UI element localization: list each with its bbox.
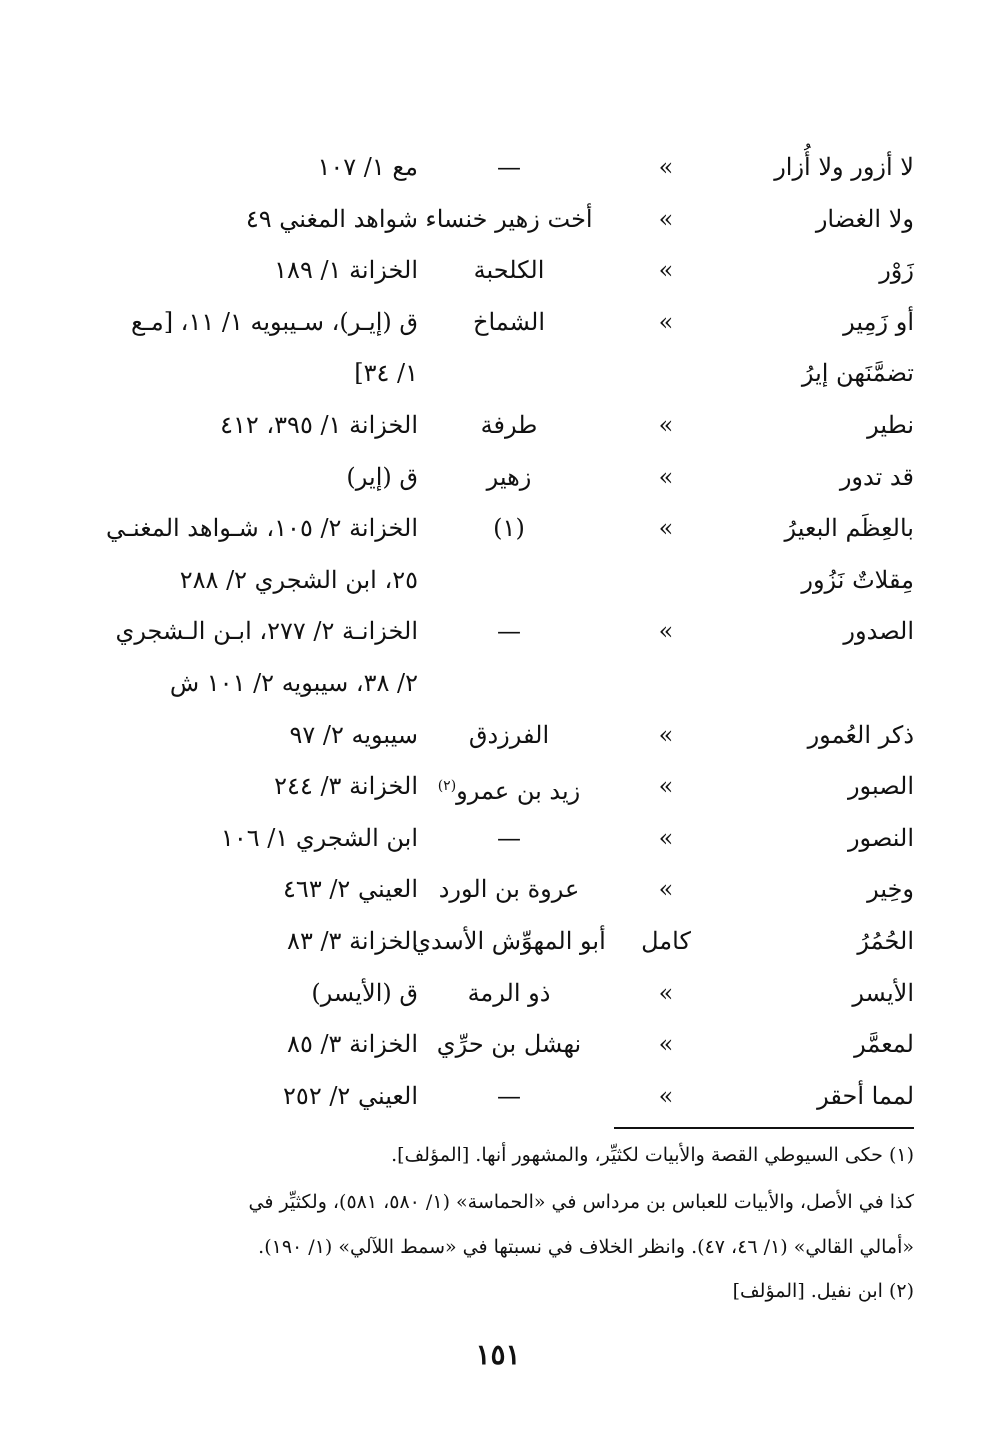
poet-name (384, 616, 634, 646)
source-reference (88, 771, 418, 801)
poet-name-text: الشماخ (472, 308, 546, 336)
meter-text: » (658, 617, 674, 645)
source-reference (88, 255, 418, 285)
poet-name (384, 874, 634, 904)
poet-name-text: — (497, 1082, 521, 1110)
table-row (0, 1075, 996, 1119)
rhyme-word-text: تضمَّنَهن إيرُ (801, 359, 914, 387)
meter (636, 152, 696, 182)
meter-text: » (658, 153, 674, 181)
source-reference-text: سيبويه ٢/ ٩٧ (289, 721, 418, 749)
meter (636, 823, 696, 853)
meter-text: » (658, 205, 674, 233)
table-row (0, 352, 996, 396)
source-reference-text: ٢/ ٣٨، سيبويه ٢/ ١٠١ ش (169, 669, 418, 697)
table-row (0, 662, 996, 706)
rhyme-word (774, 152, 914, 182)
table-row (0, 456, 996, 500)
source-reference (88, 565, 418, 595)
source-reference-text: ق (إيـر)، سـيبويه ١/ ١١، [مـع (131, 308, 418, 336)
page-number: ١٥١ (475, 1338, 521, 1371)
poet-name (384, 720, 634, 750)
meter-text: » (658, 463, 674, 491)
rhyme-word-text: ولا الغضار (815, 205, 914, 233)
poet-name-text: نهشل بن حرِّي (436, 1030, 582, 1058)
rhyme-word (852, 978, 914, 1008)
rhyme-word (808, 720, 914, 750)
source-reference-text: الخزانة ٣/ ٢٤٤ (274, 772, 418, 800)
poet-name-text: الكلحبة (473, 256, 545, 284)
source-reference-text: الخزانة ١/ ٣٩٥، ٤١٢ (220, 411, 418, 439)
rhyme-word-text: الصبور (847, 772, 914, 800)
table-row (0, 714, 996, 758)
rhyme-word-text: الصدور (843, 617, 914, 645)
meter-text: » (658, 1030, 674, 1058)
source-reference-text: الخزانة ١/ ١٨٩ (274, 256, 418, 284)
poet-name-text: — (497, 153, 521, 181)
meter (636, 926, 696, 956)
rhyme-word-text: الحُمُرُ (857, 927, 914, 955)
poet-name (384, 513, 634, 543)
rhyme-word-text: النصور (847, 824, 914, 852)
meter (636, 1029, 696, 1059)
poet-name-text: — (497, 617, 521, 645)
rhyme-word (854, 1029, 914, 1059)
source-reference-text: ابن الشجري ١/ ١٠٦ (220, 824, 418, 852)
poet-name-text: عروة بن الورد (438, 875, 580, 903)
poet-name-text: الفرزدق (468, 721, 550, 749)
source-reference (88, 410, 418, 440)
table-row (0, 301, 996, 345)
rhyme-word (843, 616, 914, 646)
poet-name-text: (١) (493, 514, 525, 542)
table-row (0, 972, 996, 1016)
source-reference-text: العيني ٢/ ٤٦٣ (283, 875, 418, 903)
source-reference-text: ١/ ٣٤] (354, 359, 418, 387)
poet-name (384, 823, 634, 853)
poet-name (384, 204, 634, 234)
meter (636, 513, 696, 543)
meter-text: » (658, 256, 674, 284)
source-reference (88, 823, 418, 853)
source-reference-text: مع ١/ ١٠٧ (317, 153, 418, 181)
rhyme-word-text: وخِير (867, 875, 914, 903)
rhyme-word-text: نطير (867, 411, 914, 439)
rhyme-word (848, 823, 914, 853)
table-row (0, 146, 996, 190)
rhyme-word (848, 771, 914, 801)
meter (636, 204, 696, 234)
footnote-2: (٢) ابن نفيل. [المؤلف] (732, 1280, 914, 1302)
poet-name (384, 462, 634, 492)
table-row (0, 765, 996, 809)
meter (636, 616, 696, 646)
source-reference-text: الخزانة ٣/ ٨٣ (287, 927, 418, 955)
poet-name-text: أخت زهير خنساء (425, 205, 593, 233)
table-row (0, 198, 996, 242)
poet-name (384, 152, 634, 182)
rhyme-word-text: ذكر العُمور (807, 721, 914, 749)
source-reference (88, 513, 418, 543)
meter-text: » (658, 875, 674, 903)
table-row (0, 404, 996, 448)
source-reference-text: ق (الأيسر) (311, 979, 418, 1007)
poet-name (384, 1029, 634, 1059)
meter-text: » (658, 411, 674, 439)
meter-text: كامل (641, 927, 691, 955)
table-row (0, 920, 996, 964)
poet-name (384, 926, 634, 956)
source-reference (88, 668, 418, 698)
rhyme-word (857, 926, 914, 956)
poet-name-text: زيد بن عمرو (456, 777, 581, 805)
source-reference (88, 1081, 418, 1111)
rhyme-word-text: لمما أحقر (817, 1082, 914, 1110)
source-reference (88, 204, 418, 234)
rhyme-word-text: زَوْر (879, 256, 914, 284)
footnote-marker: (٢) (437, 778, 457, 794)
rhyme-word (867, 874, 914, 904)
rhyme-word (867, 410, 914, 440)
source-reference-text: الخزانـة ٢/ ٢٧٧، ابـن الـشجري (115, 617, 418, 645)
rhyme-word (840, 462, 914, 492)
meter-text: » (658, 1082, 674, 1110)
rhyme-word-text: مِقلاتٌ نَزُور (801, 566, 914, 594)
source-reference (88, 874, 418, 904)
rhyme-word-text: قد تدور (839, 463, 914, 491)
footnote-separator (614, 1127, 914, 1129)
footnote-1-continuation-2: «أمالي القالي» (١/ ٤٦، ٤٧). وانظر الخلاف في نسبتها في «سمط اللآلي» (١/ ١٩٠). (258, 1236, 914, 1258)
footnote-1-continuation: كذا في الأصل، والأبيات للعباس بن مرداس في «الحماسة» (١/ ٥٨٠، ٥٨١)، ولكثيِّر في (248, 1191, 914, 1213)
meter-text: » (658, 721, 674, 749)
poet-name (384, 307, 634, 337)
poet-name (384, 255, 634, 285)
source-reference (88, 152, 418, 182)
rhyme-word-text: لمعمَّر (854, 1030, 914, 1058)
poet-name (384, 771, 634, 806)
poet-name-text: طرفة (480, 411, 538, 439)
poet-name (384, 1081, 634, 1111)
rhyme-word (879, 255, 914, 285)
source-reference-text: الخزانة ٣/ ٨٥ (287, 1030, 418, 1058)
meter (636, 874, 696, 904)
meter (636, 720, 696, 750)
source-reference-text: العيني ٢/ ٢٥٢ (283, 1082, 418, 1110)
meter (636, 307, 696, 337)
meter-text: » (658, 824, 674, 852)
source-reference-text: شواهد المغني ٤٩ (245, 205, 418, 233)
source-reference (88, 926, 418, 956)
table-row (0, 507, 996, 551)
table-row (0, 559, 996, 603)
meter (636, 978, 696, 1008)
rhyme-word (801, 565, 914, 595)
meter (636, 462, 696, 492)
meter-text: » (658, 772, 674, 800)
meter (636, 410, 696, 440)
rhyme-word-text: أو زَمِير (843, 308, 914, 336)
table-row (0, 610, 996, 654)
source-reference-text: ٢٥، ابن الشجري ٢/ ٢٨٨ (179, 566, 418, 594)
source-reference (88, 616, 418, 646)
table-row (0, 817, 996, 861)
source-reference (88, 358, 418, 388)
poet-name-text: أبو المهوِّش الأسدي (412, 927, 606, 955)
source-reference (88, 307, 418, 337)
source-reference (88, 720, 418, 750)
rhyme-word (802, 358, 914, 388)
meter (636, 1081, 696, 1111)
poet-name (384, 978, 634, 1008)
source-reference (88, 462, 418, 492)
table-row (0, 1023, 996, 1067)
source-reference (88, 1029, 418, 1059)
meter (636, 255, 696, 285)
source-reference (88, 978, 418, 1008)
meter-text: » (658, 308, 674, 336)
rhyme-word (843, 307, 914, 337)
poet-name-text: ذو الرمة (467, 979, 551, 1007)
rhyme-word-text: الأيسر (852, 979, 914, 1007)
poet-name-text: — (497, 824, 521, 852)
poet-name-text: زهير (486, 463, 532, 491)
rhyme-word-text: لا أزور ولا أُزار (774, 153, 914, 181)
rhyme-word-text: بالعِظَم البعيرُ (784, 514, 914, 542)
table-row (0, 249, 996, 293)
table-row (0, 868, 996, 912)
meter-text: » (658, 979, 674, 1007)
footnote-1: (١) حكى السيوطي القصة والأبيات لكثيِّر، والمشهور أنها. [المؤلف]. (391, 1144, 914, 1166)
rhyme-word (817, 1081, 914, 1111)
meter-text: » (658, 514, 674, 542)
meter (636, 771, 696, 801)
poet-name (384, 410, 634, 440)
source-reference-text: الخزانة ٢/ ١٠٥، شـواهد المغنـي (105, 514, 418, 542)
source-reference-text: ق (إير) (346, 463, 418, 491)
rhyme-word (816, 204, 914, 234)
rhyme-word (785, 513, 914, 543)
